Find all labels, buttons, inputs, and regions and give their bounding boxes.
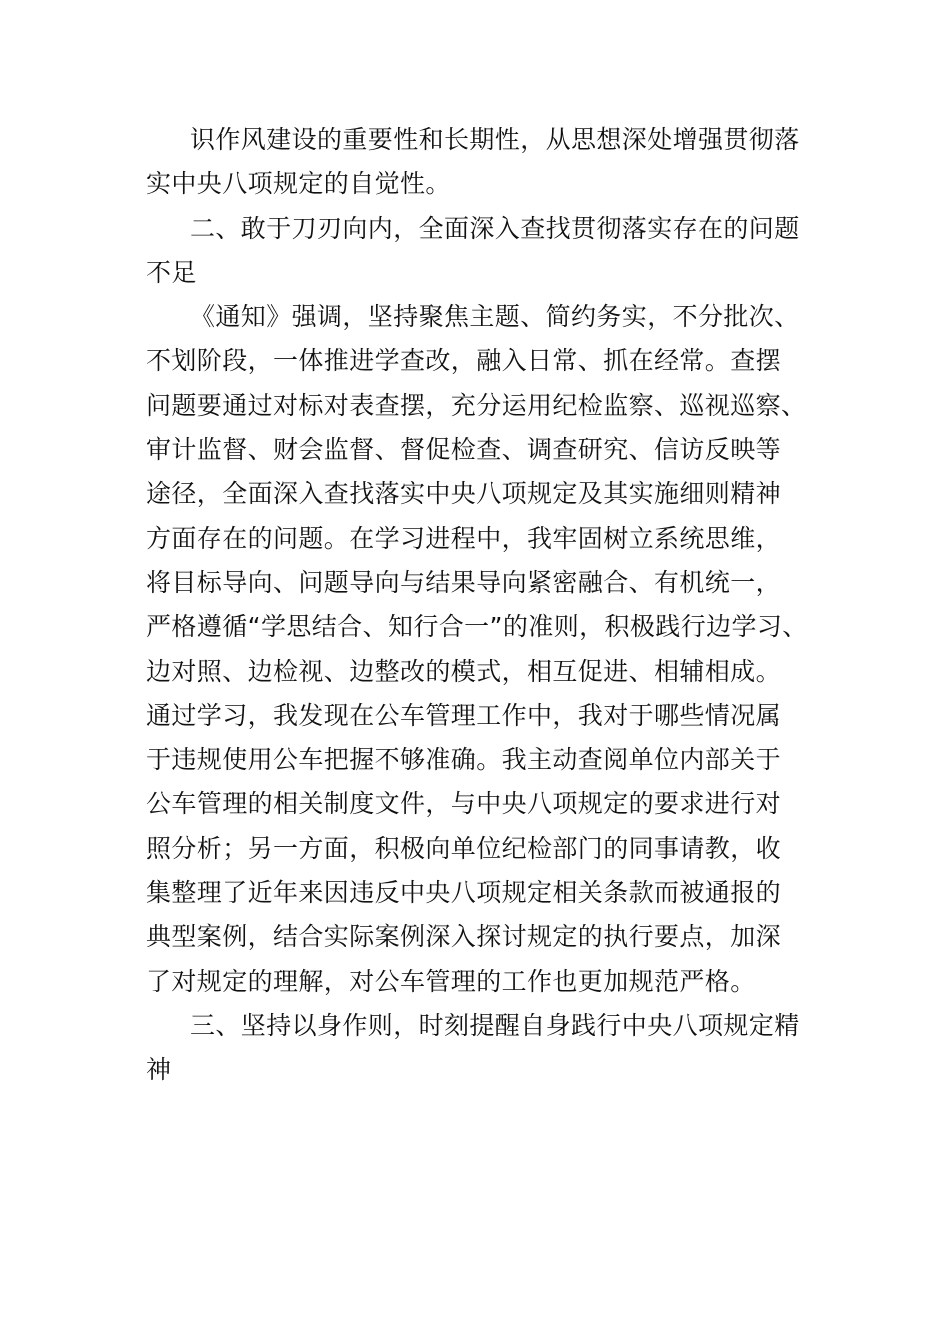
- text-line: 《通知》强调，坚持聚焦主题、简约务实，不分批次、: [190, 302, 800, 332]
- section-heading-line: 不足: [146, 257, 197, 287]
- text-line: 公车管理的相关制度文件，与中央八项规定的要求进行对: [146, 789, 782, 819]
- text-line: 问题要通过对标对表查摆，充分运用纪检监察、巡视巡察、: [146, 390, 807, 420]
- text-line: 不划阶段，一体推进学查改，融入日常、抓在经常。查摆: [146, 346, 782, 376]
- text-line: 方面存在的问题。在学习进程中，我牢固树立系统思维，: [146, 523, 782, 553]
- section-heading-line: 三、坚持以身作则，时刻提醒自身践行中央八项规定精: [190, 1010, 800, 1040]
- text-line: 于违规使用公车把握不够准确。我主动查阅单位内部关于: [146, 745, 782, 775]
- text-line: 严格遵循“学思结合、知行合一”的准则，积极践行边学习、: [146, 612, 808, 642]
- section-heading-line: 二、敢于刀刃向内，全面深入查找贯彻落实存在的问题: [190, 213, 800, 243]
- text-line: 实中央八项规定的自觉性。: [146, 169, 451, 199]
- document-body: [146, 118, 806, 1093]
- text-line: 识作风建设的重要性和长期性，从思想深处增强贯彻落: [190, 125, 800, 154]
- text-line: 通过学习，我发现在公车管理工作中，我对于哪些情况属: [146, 700, 782, 730]
- text-line: 照分析；另一方面，积极向单位纪检部门的同事请教，收: [146, 833, 782, 863]
- text-line: 途径，全面深入查找落实中央八项规定及其实施细则精神: [146, 479, 782, 509]
- text-line: 将目标导向、问题导向与结果导向紧密融合、有机统一，: [146, 567, 782, 597]
- text-line: 了对规定的理解，对公车管理的工作也更加规范严格。: [146, 966, 756, 996]
- text-line: 集整理了近年来因违反中央八项规定相关条款而被通报的: [146, 878, 782, 908]
- text-line: 典型案例，结合实际案例深入探讨规定的执行要点，加深: [146, 922, 782, 952]
- section-heading-line: 神: [146, 1055, 172, 1085]
- text-line: 边对照、边检视、边整改的模式，相互促进、相辅相成。: [146, 656, 782, 686]
- text-line: 审计监督、财会监督、督促检查、调查研究、信访反映等: [146, 435, 782, 465]
